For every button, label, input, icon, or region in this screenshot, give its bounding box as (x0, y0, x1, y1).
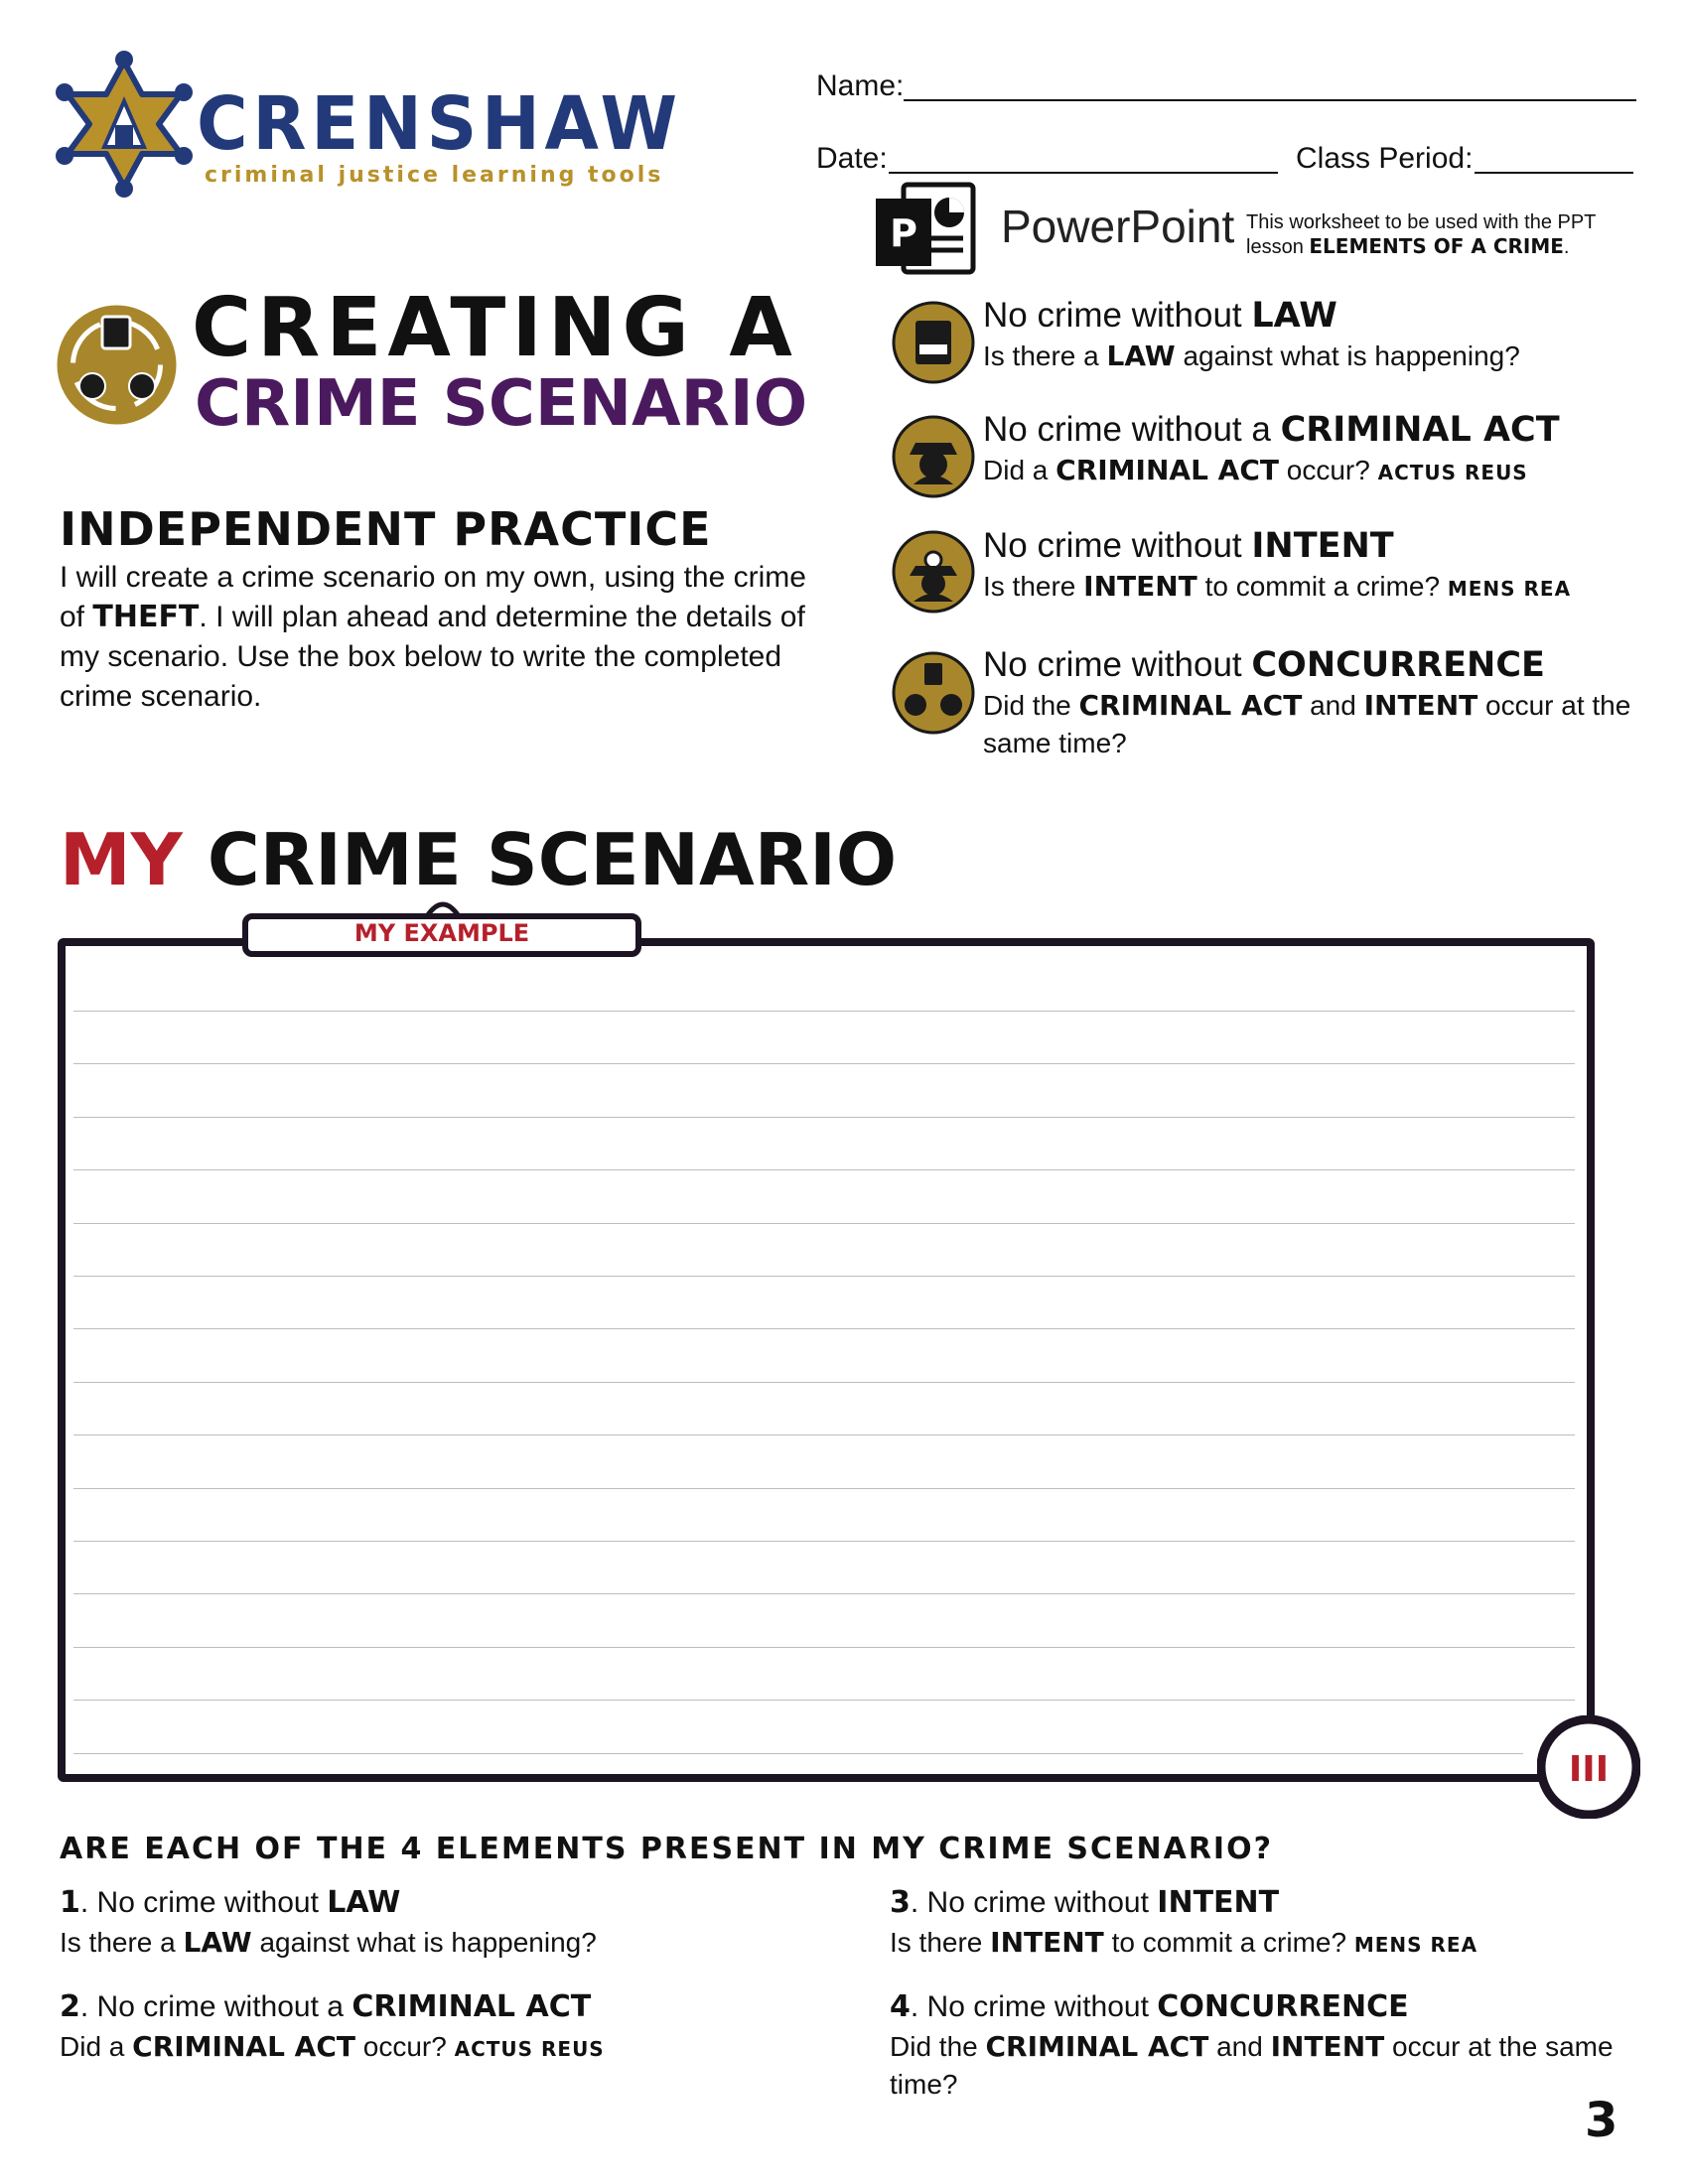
writing-line (73, 1223, 1575, 1224)
class-period-field[interactable] (1475, 172, 1633, 174)
element-law-title: No crime without LAW (983, 296, 1337, 336)
badge-text: III (1568, 1749, 1610, 1790)
writing-line (73, 1117, 1575, 1118)
date-field[interactable] (889, 172, 1278, 174)
my-example-tab-label: MY EXAMPLE (353, 919, 530, 947)
page-title-line-1: CREATING A (192, 281, 798, 375)
element-concurrence-question: Did the CRIMINAL ACT and INTENT occur at the same time? (983, 689, 1631, 758)
writing-line (73, 1169, 1575, 1170)
question-4-title: 4. No crime without CONCURRENCE (890, 1989, 1409, 2024)
writing-line (73, 1382, 1575, 1383)
element-law-question: Is there a LAW against what is happening? (983, 340, 1520, 372)
element-intent-title: No crime without INTENT (983, 526, 1394, 566)
name-label: Name: (816, 69, 905, 102)
writing-line (73, 1011, 1575, 1012)
writing-line (73, 1753, 1523, 1754)
crime-elements-cycle-icon (55, 303, 179, 427)
question-1-title: 1. No crime without LAW (60, 1885, 401, 1920)
law-book-icon (892, 301, 975, 384)
element-concurrence-title: No crime without CONCURRENCE (983, 645, 1545, 685)
logo-tagline: criminal justice learning tools (205, 163, 664, 188)
writing-line (73, 1276, 1575, 1277)
questions-heading: ARE EACH OF THE 4 ELEMENTS PRESENT IN MY CRIME SCENARIO? (60, 1832, 1273, 1866)
date-label: Date: (816, 142, 888, 175)
powerpoint-wordmark: PowerPoint (1001, 201, 1235, 252)
independent-practice-heading: INDEPENDENT PRACTICE (60, 502, 712, 556)
svg-text:P: P (890, 211, 917, 255)
writing-line (73, 1593, 1575, 1594)
writing-line (73, 1434, 1575, 1435)
page-number: 3 (1585, 2093, 1618, 2148)
powerpoint-icon (874, 179, 983, 278)
page-title-line-2: CRIME SCENARIO (195, 367, 808, 441)
element-intent-question: Is there INTENT to commit a crime? MENS REA (983, 570, 1572, 603)
name-field[interactable] (904, 99, 1636, 101)
burglar-thinking-icon (892, 530, 975, 614)
writing-line (73, 1488, 1575, 1489)
writing-line (73, 1541, 1575, 1542)
logo-wordmark: CRENSHAW (197, 81, 682, 167)
question-3-title: 3. No crime without INTENT (890, 1885, 1280, 1920)
concurrence-icon (892, 651, 975, 735)
sheriff-star-icon (50, 50, 199, 199)
burglar-icon (892, 415, 975, 498)
question-2-title: 2. No crime without a CRIMINAL ACT (60, 1989, 592, 2024)
question-4-text: Did the CRIMINAL ACT and INTENT occur at the same time? (890, 2030, 1614, 2100)
element-criminal-act-question: Did a CRIMINAL ACT occur? ACTUS REUS (983, 454, 1528, 486)
writing-line (73, 1063, 1575, 1064)
question-3-text: Is there INTENT to commit a crime? MENS REA (890, 1926, 1478, 1959)
element-badge-icon (1537, 1715, 1640, 1819)
writing-line (73, 1700, 1575, 1701)
scenario-heading: MY CRIME SCENARIO (60, 818, 898, 901)
element-criminal-act-title: No crime without a CRIMINAL ACT (983, 410, 1560, 450)
class-period-label: Class Period: (1296, 142, 1474, 175)
question-2-text: Did a CRIMINAL ACT occur? ACTUS REUS (60, 2030, 605, 2063)
writing-line (73, 1328, 1575, 1329)
question-1-text: Is there a LAW against what is happening? (60, 1926, 597, 1959)
scenario-writing-box[interactable] (58, 938, 1595, 1782)
writing-line (73, 1647, 1575, 1648)
powerpoint-note: This worksheet to be used with the PPT lesson ELEMENTS OF A CRIME. (1246, 211, 1597, 258)
independent-practice-text: I will create a crime scenario on my own, using the crime of THEFT. I will plan ahead and determine the details of my scenario. Use the box below to write the completed crime scenario. (60, 561, 806, 713)
